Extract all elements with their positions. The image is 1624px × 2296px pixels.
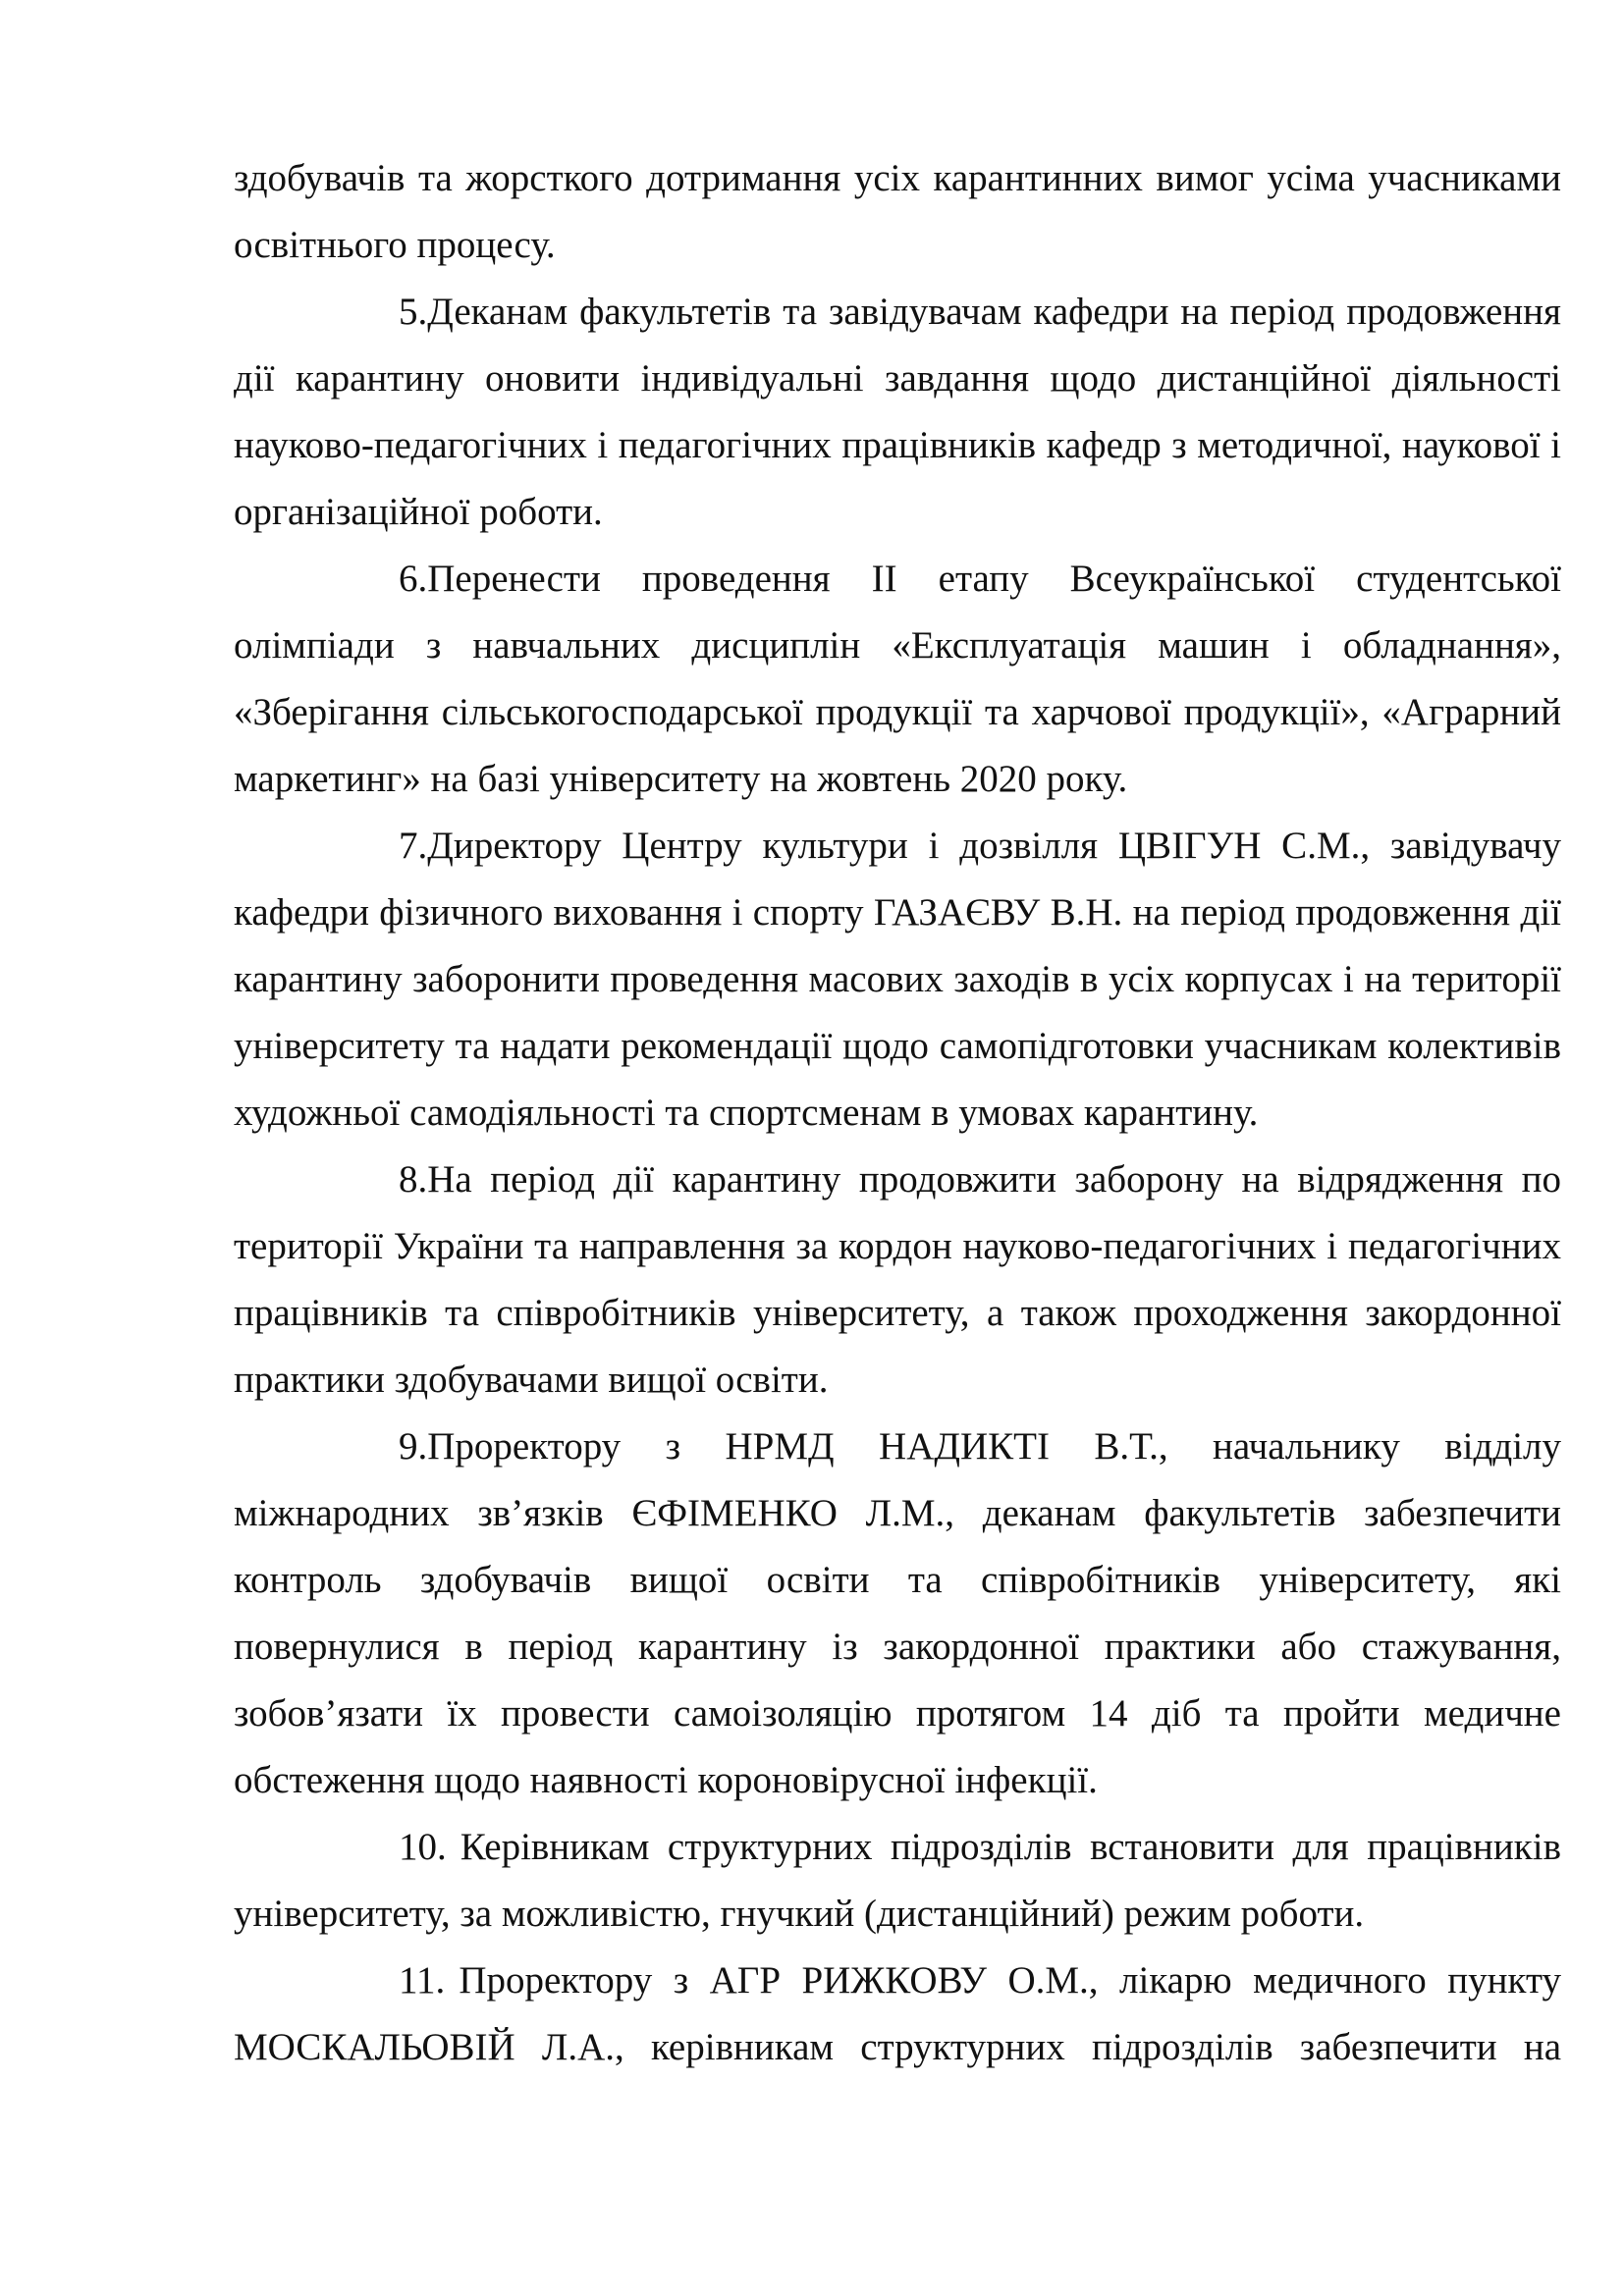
paragraph-text: Проректору з АГР РИЖКОВУ О.М., лікарю медичного пункту МОСКАЛЬОВІЙ Л.А., керівникам структурних підрозділів забезпечити на [234,1959,1561,2068]
paragraph-number: 11. [399,1959,446,2002]
paragraph-number: 8. [399,1158,428,1201]
paragraph-continuation [234,145,1561,279]
paragraph-item-9 [234,1414,1561,1814]
paragraph-text: Керівникам структурних підрозділів встановити для працівників університету, за можливістю, гнучкий (дистанційний) режим роботи. [234,1826,1561,1935]
paragraph-number: 10. [399,1826,447,1868]
paragraph-text: Перенести проведення ІІ етапу Всеукраїнської студентської олімпіади з навчальних дисциплін «Експлуатація машин і обладнання», «Зберігання сільськогосподарської продукції та харчової продукції», «Аграрний маркетинг» на базі університету на жовтень 2020 року. [234,558,1561,800]
paragraph-item-5 [234,279,1561,546]
paragraph-text: здобувачів та жорсткого дотримання усіх карантинних вимог усіма учасниками освітнього процесу. [234,157,1561,266]
paragraph-item-8 [234,1147,1561,1414]
paragraph-item-11 [234,1948,1561,2081]
paragraph-item-6 [234,546,1561,813]
paragraph-item-7 [234,813,1561,1147]
paragraph-text: Директору Центру культури і дозвілля ЦВІГУН С.М., завідувачу кафедри фізичного виховання і спорту ГАЗАЄВУ В.Н. на період продовження дії карантину заборонити проведення масових заходів в усіх корпусах і на території університету та надати рекомендації щодо самопідготовки учасникам колективів художньої самодіяльності та спортсменам в умовах карантину. [234,825,1561,1134]
paragraph-text: Проректору з НРМД НАДИКТІ В.Т., начальнику відділу міжнародних зв’язків ЄФІМЕНКО Л.М., деканам факультетів забезпечити контроль здобувачів вищої освіти та співробітників університету, які повернулися в період карантину із закордонної практики або стажування, зобов’язати їх провести самоізоляцію протягом 14 діб та пройти медичне обстеження щодо наявності короновірусної інфекції. [234,1425,1561,1801]
paragraph-item-10 [234,1814,1561,1948]
paragraph-number: 5. [399,291,428,333]
paragraph-number: 9. [399,1425,428,1468]
paragraph-text: Деканам факультетів та завідувачам кафедри на період продовження дії карантину оновити індивідуальні завдання щодо дистанційної діяльності науково-педагогічних і педагогічних працівників кафедр з методичної, наукової і організаційної роботи. [234,291,1561,533]
document-body [234,145,1561,2081]
paragraph-text: На період дії карантину продовжити заборону на відрядження по території України та направлення за кордон науково-педагогічних і педагогічних працівників та співробітників університету, а також проходження закордонної практики здобувачами вищої освіти. [234,1158,1561,1401]
paragraph-number: 7. [399,825,428,867]
paragraph-number: 6. [399,558,428,600]
